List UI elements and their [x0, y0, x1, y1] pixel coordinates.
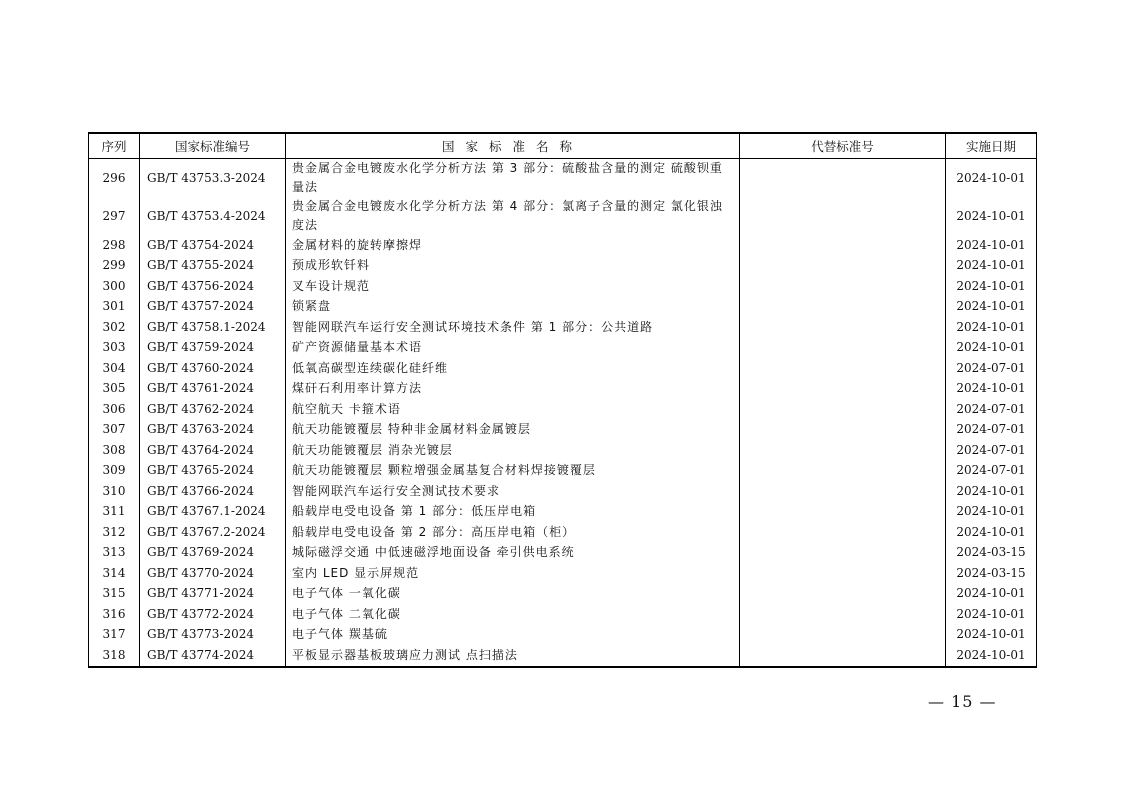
cell-name: 矿产资源储量基本术语 [286, 338, 740, 359]
cell-replace [740, 563, 946, 584]
standards-table-wrapper [88, 132, 1036, 668]
cell-replace [740, 481, 946, 502]
cell-date: 2024-10-01 [946, 197, 1037, 235]
cell-replace [740, 461, 946, 482]
table-row [89, 399, 1037, 420]
table-row [89, 338, 1037, 359]
cell-name: 航天功能镀覆层 颗粒增强金属基复合材料焊接镀覆层 [286, 461, 740, 482]
cell-date: 2024-10-01 [946, 297, 1037, 318]
cell-date: 2024-07-01 [946, 358, 1037, 379]
table-row [89, 420, 1037, 441]
cell-date: 2024-03-15 [946, 563, 1037, 584]
cell-date: 2024-10-01 [946, 604, 1037, 625]
cell-replace [740, 317, 946, 338]
table-row [89, 256, 1037, 277]
cell-seq: 313 [89, 543, 140, 564]
cell-name: 船载岸电受电设备 第 2 部分：高压岸电箱（柜） [286, 522, 740, 543]
cell-code: GB/T 43753.3-2024 [140, 159, 286, 198]
cell-name: 智能网联汽车运行安全测试环境技术条件 第 1 部分：公共道路 [286, 317, 740, 338]
cell-seq: 296 [89, 159, 140, 198]
cell-seq: 308 [89, 440, 140, 461]
table-row [89, 584, 1037, 605]
cell-code: GB/T 43764-2024 [140, 440, 286, 461]
cell-seq: 304 [89, 358, 140, 379]
cell-name: 电子气体 羰基硫 [286, 625, 740, 646]
table-row [89, 481, 1037, 502]
header-date: 实施日期 [946, 133, 1037, 159]
cell-date: 2024-10-01 [946, 338, 1037, 359]
cell-date: 2024-10-01 [946, 481, 1037, 502]
cell-name: 贵金属合金电镀废水化学分析方法 第 4 部分：氯离子含量的测定 氯化银浊度法 [286, 197, 740, 235]
cell-code: GB/T 43758.1-2024 [140, 317, 286, 338]
cell-code: GB/T 43759-2024 [140, 338, 286, 359]
cell-seq: 312 [89, 522, 140, 543]
cell-name: 电子气体 一氧化碳 [286, 584, 740, 605]
cell-date: 2024-10-01 [946, 502, 1037, 523]
cell-name: 室内 LED 显示屏规范 [286, 563, 740, 584]
cell-seq: 302 [89, 317, 140, 338]
cell-replace [740, 440, 946, 461]
table-row [89, 358, 1037, 379]
cell-code: GB/T 43763-2024 [140, 420, 286, 441]
table-row [89, 625, 1037, 646]
cell-seq: 300 [89, 276, 140, 297]
cell-code: GB/T 43766-2024 [140, 481, 286, 502]
cell-replace [740, 584, 946, 605]
cell-replace [740, 420, 946, 441]
cell-replace [740, 276, 946, 297]
table-row [89, 440, 1037, 461]
cell-code: GB/T 43772-2024 [140, 604, 286, 625]
cell-date: 2024-07-01 [946, 399, 1037, 420]
cell-name: 航天功能镀覆层 特种非金属材料金属镀层 [286, 420, 740, 441]
header-code: 国家标准编号 [140, 133, 286, 159]
cell-name: 航空航天 卡箍术语 [286, 399, 740, 420]
cell-seq: 318 [89, 645, 140, 667]
cell-code: GB/T 43773-2024 [140, 625, 286, 646]
cell-replace [740, 604, 946, 625]
cell-seq: 301 [89, 297, 140, 318]
cell-replace [740, 379, 946, 400]
cell-replace [740, 235, 946, 256]
cell-date: 2024-10-01 [946, 317, 1037, 338]
table-row [89, 461, 1037, 482]
cell-code: GB/T 43756-2024 [140, 276, 286, 297]
cell-date: 2024-10-01 [946, 256, 1037, 277]
cell-replace [740, 543, 946, 564]
table-row [89, 159, 1037, 198]
table-row [89, 563, 1037, 584]
cell-name: 电子气体 二氧化碳 [286, 604, 740, 625]
cell-replace [740, 522, 946, 543]
table-row [89, 235, 1037, 256]
cell-date: 2024-10-01 [946, 584, 1037, 605]
cell-seq: 310 [89, 481, 140, 502]
cell-name: 预成形软钎料 [286, 256, 740, 277]
cell-name: 贵金属合金电镀废水化学分析方法 第 3 部分：硫酸盐含量的测定 硫酸钡重量法 [286, 159, 740, 198]
cell-name: 锁紧盘 [286, 297, 740, 318]
table-header-row [89, 133, 1037, 159]
table-row [89, 604, 1037, 625]
cell-date: 2024-03-15 [946, 543, 1037, 564]
table-row [89, 645, 1037, 667]
cell-code: GB/T 43771-2024 [140, 584, 286, 605]
cell-name: 煤矸石利用率计算方法 [286, 379, 740, 400]
cell-seq: 316 [89, 604, 140, 625]
cell-date: 2024-10-01 [946, 159, 1037, 198]
cell-seq: 303 [89, 338, 140, 359]
cell-seq: 314 [89, 563, 140, 584]
cell-date: 2024-10-01 [946, 235, 1037, 256]
table-row [89, 317, 1037, 338]
cell-name: 平板显示器基板玻璃应力测试 点扫描法 [286, 645, 740, 667]
cell-seq: 306 [89, 399, 140, 420]
cell-seq: 299 [89, 256, 140, 277]
cell-code: GB/T 43767.1-2024 [140, 502, 286, 523]
cell-date: 2024-07-01 [946, 461, 1037, 482]
cell-date: 2024-10-01 [946, 276, 1037, 297]
cell-code: GB/T 43770-2024 [140, 563, 286, 584]
cell-date: 2024-10-01 [946, 645, 1037, 667]
cell-code: GB/T 43761-2024 [140, 379, 286, 400]
cell-seq: 317 [89, 625, 140, 646]
cell-seq: 309 [89, 461, 140, 482]
cell-code: GB/T 43760-2024 [140, 358, 286, 379]
standards-table [88, 132, 1037, 668]
cell-code: GB/T 43753.4-2024 [140, 197, 286, 235]
cell-date: 2024-10-01 [946, 379, 1037, 400]
cell-code: GB/T 43769-2024 [140, 543, 286, 564]
cell-date: 2024-10-01 [946, 522, 1037, 543]
cell-replace [740, 399, 946, 420]
header-seq: 序列 [89, 133, 140, 159]
cell-seq: 315 [89, 584, 140, 605]
cell-code: GB/T 43762-2024 [140, 399, 286, 420]
cell-seq: 298 [89, 235, 140, 256]
cell-code: GB/T 43767.2-2024 [140, 522, 286, 543]
cell-seq: 297 [89, 197, 140, 235]
table-row [89, 379, 1037, 400]
cell-name: 低氧高碳型连续碳化硅纤维 [286, 358, 740, 379]
cell-code: GB/T 43774-2024 [140, 645, 286, 667]
table-row [89, 197, 1037, 235]
cell-date: 2024-07-01 [946, 420, 1037, 441]
cell-date: 2024-07-01 [946, 440, 1037, 461]
header-name: 国家标准名称 [286, 133, 740, 159]
cell-name: 金属材料的旋转摩擦焊 [286, 235, 740, 256]
cell-name: 城际磁浮交通 中低速磁浮地面设备 牵引供电系统 [286, 543, 740, 564]
cell-replace [740, 159, 946, 198]
table-row [89, 543, 1037, 564]
cell-replace [740, 197, 946, 235]
cell-replace [740, 502, 946, 523]
cell-replace [740, 256, 946, 277]
cell-seq: 311 [89, 502, 140, 523]
cell-code: GB/T 43757-2024 [140, 297, 286, 318]
table-row [89, 502, 1037, 523]
cell-code: GB/T 43755-2024 [140, 256, 286, 277]
cell-name: 航天功能镀覆层 消杂光镀层 [286, 440, 740, 461]
cell-name: 叉车设计规范 [286, 276, 740, 297]
cell-replace [740, 358, 946, 379]
cell-date: 2024-10-01 [946, 625, 1037, 646]
cell-name: 船载岸电受电设备 第 1 部分：低压岸电箱 [286, 502, 740, 523]
cell-seq: 307 [89, 420, 140, 441]
cell-replace [740, 297, 946, 318]
table-row [89, 297, 1037, 318]
cell-name: 智能网联汽车运行安全测试技术要求 [286, 481, 740, 502]
table-row [89, 276, 1037, 297]
cell-replace [740, 645, 946, 667]
table-body [89, 159, 1037, 667]
cell-code: GB/T 43765-2024 [140, 461, 286, 482]
cell-replace [740, 338, 946, 359]
cell-replace [740, 625, 946, 646]
cell-code: GB/T 43754-2024 [140, 235, 286, 256]
cell-seq: 305 [89, 379, 140, 400]
table-row [89, 522, 1037, 543]
page-number: — 15 — [928, 692, 997, 711]
header-replace: 代替标准号 [740, 133, 946, 159]
